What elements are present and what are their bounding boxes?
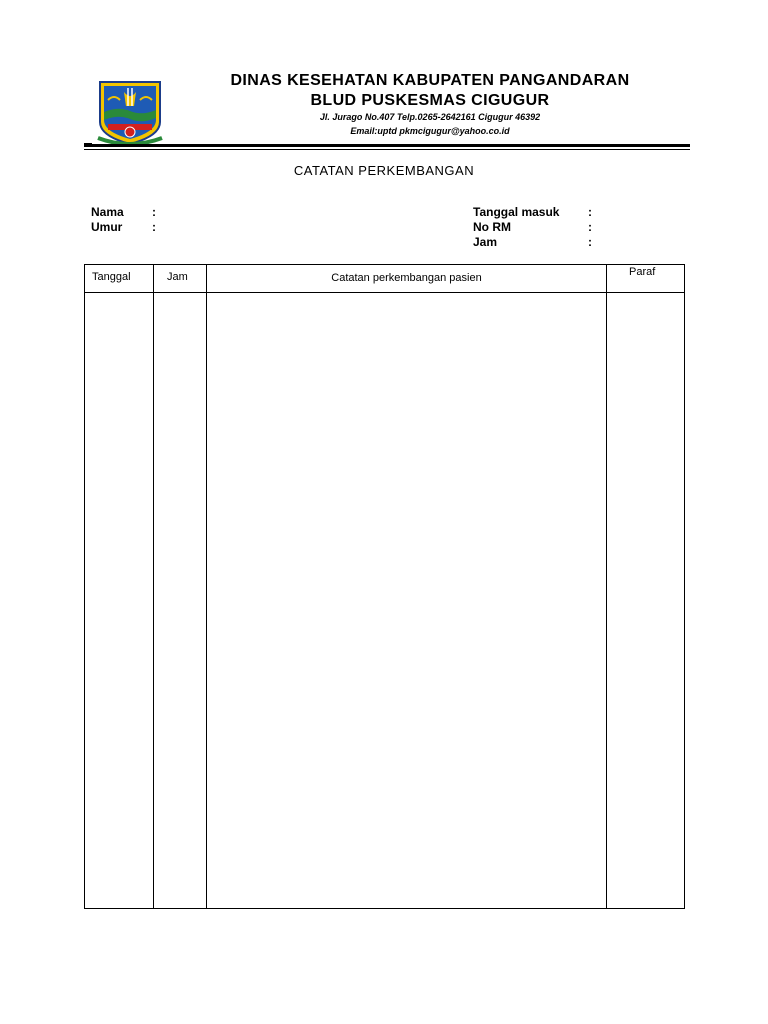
table-divider bbox=[153, 265, 154, 908]
field-label-nama: Nama bbox=[91, 205, 124, 219]
clinic-name: BLUD PUSKESMAS CIGUGUR bbox=[310, 92, 550, 109]
clinic-email: Email:uptd pkmcigugur@yahoo.co.id bbox=[350, 126, 510, 136]
table-cell-paraf[interactable] bbox=[608, 294, 683, 907]
column-header-tanggal: Tanggal bbox=[92, 271, 131, 283]
field-label-umur: Umur bbox=[91, 220, 123, 234]
field-colon-tanggal-masuk: : bbox=[588, 205, 592, 219]
table-cell-tanggal[interactable] bbox=[86, 294, 152, 907]
header-rule-thin bbox=[84, 149, 690, 150]
table-divider bbox=[606, 265, 607, 908]
column-header-paraf: Paraf bbox=[629, 266, 656, 278]
column-header-catatan: Catatan perkembangan pasien bbox=[331, 272, 482, 284]
page-title: CATATAN PERKEMBANGAN bbox=[293, 163, 475, 178]
field-colon-jam: : bbox=[588, 235, 592, 249]
table-divider bbox=[206, 265, 207, 908]
progress-notes-table bbox=[84, 264, 685, 909]
field-colon-umur: : bbox=[152, 220, 156, 234]
table-cell-catatan[interactable] bbox=[208, 294, 605, 907]
field-label-no-rm: No RM bbox=[473, 220, 511, 234]
regency-emblem-icon bbox=[94, 78, 166, 148]
field-colon-no-rm: : bbox=[588, 220, 592, 234]
table-cell-jam[interactable] bbox=[155, 294, 205, 907]
column-header-jam: Jam bbox=[167, 271, 188, 283]
field-label-tanggal-masuk: Tanggal masuk bbox=[473, 205, 560, 219]
agency-name: DINAS KESEHATAN KABUPATEN PANGANDARAN bbox=[230, 72, 630, 89]
field-label-jam: Jam bbox=[473, 235, 498, 249]
clinic-address: Jl. Jurago No.407 Telp.0265-2642161 Cigugur 46392 bbox=[319, 112, 541, 122]
table-header-divider bbox=[85, 292, 684, 293]
header-rule-thick bbox=[84, 144, 690, 147]
field-colon-nama: : bbox=[152, 205, 156, 219]
